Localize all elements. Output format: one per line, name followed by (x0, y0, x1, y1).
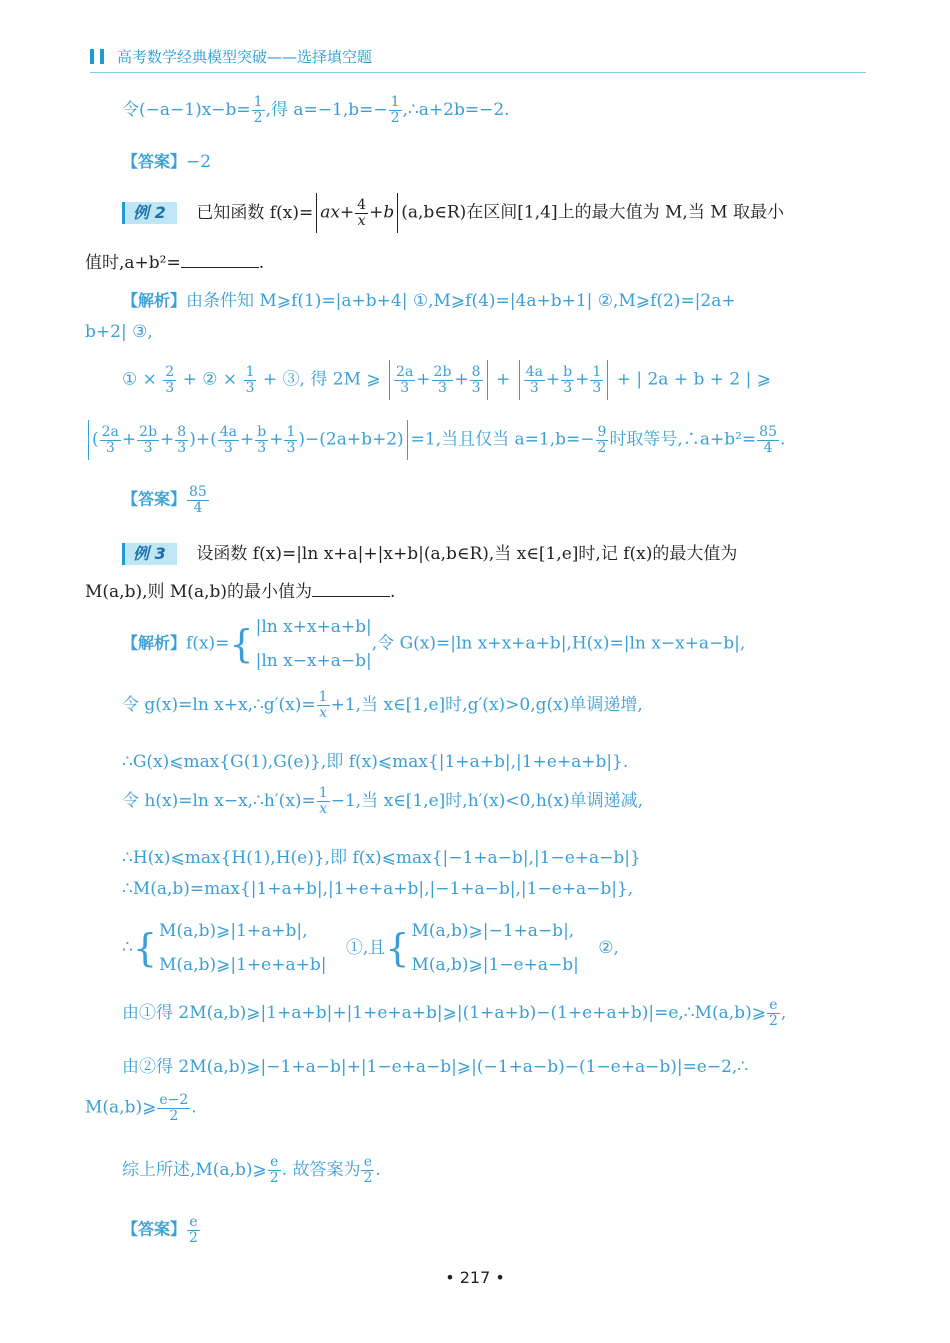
ex3-solution-line10: M(a,b)⩾ $\frac{e-2}{2}$ . (85, 1092, 197, 1124)
page-header (90, 44, 866, 73)
ex3-solution-line9: 由②得 2M(a,b)⩾|−1+a−b|+|1−e+a−b|⩾|(−1+a−b)−(1−e+a−b)|=e−2,∴ (122, 1057, 749, 1077)
ex2-problem-line1: 例 2 已知函数 f(x)= ax+ $\frac{4}{x}$ +b (a,b∈R)在区间[1,4]上的最大值为 M,当 M 取最小 (122, 193, 784, 233)
ex3-label: 例 3 (122, 543, 177, 565)
ex2-solution-line4: ( $\frac{2a}{3}$ + $\frac{2b}{3}$ + $\frac{8}{3}$ )+( $\frac{4a}{3}$ + $\frac{b}{3}$ + $\frac{1}{3}$ )−(2a+b+2) =1,当且仅当 a=1,b=− $\frac{9}{2}$ 时取等号,∴a+b²= $\frac{85}{4}$ . (85, 420, 785, 460)
ex2-problem-line2: 值时,a+b²= . (85, 253, 265, 273)
ex3-solution-line11: 综上所述,M(a,b)⩾ $\frac{e}{2}$ . 故答案为 $\frac{e}{2}$ . (122, 1154, 381, 1186)
header-bars-icon (90, 49, 110, 68)
ex3-solution-line4: 令 h(x)=ln x−x,∴h′(x)= $\frac{1}{x}$ −1,当 x∈[1,e]时,h′(x)<0,h(x)单调递减, (122, 785, 644, 817)
ex3-answer: 【答案】 $\frac{e}{2}$ (122, 1214, 198, 1246)
ex2-solution-line2: b+2| ③, (85, 322, 153, 342)
ex2-solution-line3: ① × $\frac{2}{3}$ + ② × $\frac{1}{3}$ + ③, 得 2M ⩾ $\frac{2a}{3}$ + $\frac{2b}{3}$ + $\frac{8}{3}$ + $\frac{4a}{3}$ + $\frac{b}{3}$ + $\frac{1}{3}$ + | 2a + b + 2 | ⩾ (122, 360, 771, 400)
ex3-solution-line1: 【解析】f(x)={ |ln x+x+a+b| |ln x−x+a−b| ,令 G(x)=|ln x+x+a+b|,H(x)=|ln x−x+a−b|, (122, 617, 746, 671)
ex3-solution-line2: 令 g(x)=ln x+x,∴g′(x)= $\frac{1}{x}$ +1,当 x∈[1,e]时,g′(x)>0,g(x)单调递增, (122, 689, 643, 721)
ex2-label: 例 2 (122, 202, 177, 224)
ex3-solution-line7: ∴{ M(a,b)⩾|1+a+b|, M(a,b)⩾|1+e+a+b| ①,且{ M(a,b)⩾|−1+a−b|, M(a,b)⩾|1−e+a−b| ②, (122, 921, 619, 975)
header-title: 高考数学经典模型突破——选择填空题 (117, 48, 373, 66)
page-number: • 217 • (445, 1268, 505, 1287)
ex2-solution-line1: 【解析】由条件知 M⩾f(1)=|a+b+4| ①,M⩾f(4)=|4a+b+1| ②,M⩾f(2)=|2a+ (122, 291, 736, 311)
ex3-problem-line2: M(a,b),则 M(a,b)的最小值为 . (85, 582, 396, 602)
ex3-solution-line8: 由①得 2M(a,b)⩾|1+a+b|+|1+e+a+b|⩾|(1+a+b)−(1+e+a+b)|=e,∴M(a,b)⩾ $\frac{e}{2}$ , (122, 997, 787, 1029)
answer-blank (181, 267, 259, 268)
prev-answer: 【答案】−2 (122, 152, 212, 172)
ex2-answer: 【答案】 $\frac{85}{4}$ (122, 484, 207, 516)
prev-solution-line: 令(−a−1)x−b= $\frac{1}{2}$ ,得 a=−1,b=− $\frac{1}{2}$ ,∴a+2b=−2. (122, 94, 510, 126)
ex3-problem-line1: 例 3 设函数 f(x)=|ln x+a|+|x+b|(a,b∈R),当 x∈[1,e]时,记 f(x)的最大值为 (122, 539, 737, 565)
ex3-solution-line3: ∴G(x)⩽max{G(1),G(e)},即 f(x)⩽max{|1+a+b|,|1+e+a+b|}. (122, 752, 629, 772)
answer-blank (312, 596, 390, 597)
ex3-solution-line6: ∴M(a,b)=max{|1+a+b|,|1+e+a+b|,|−1+a−b|,|1−e+a−b|}, (122, 879, 634, 899)
ex3-solution-line5: ∴H(x)⩽max{H(1),H(e)},即 f(x)⩽max{|−1+a−b|,|1−e+a−b|} (122, 848, 641, 868)
